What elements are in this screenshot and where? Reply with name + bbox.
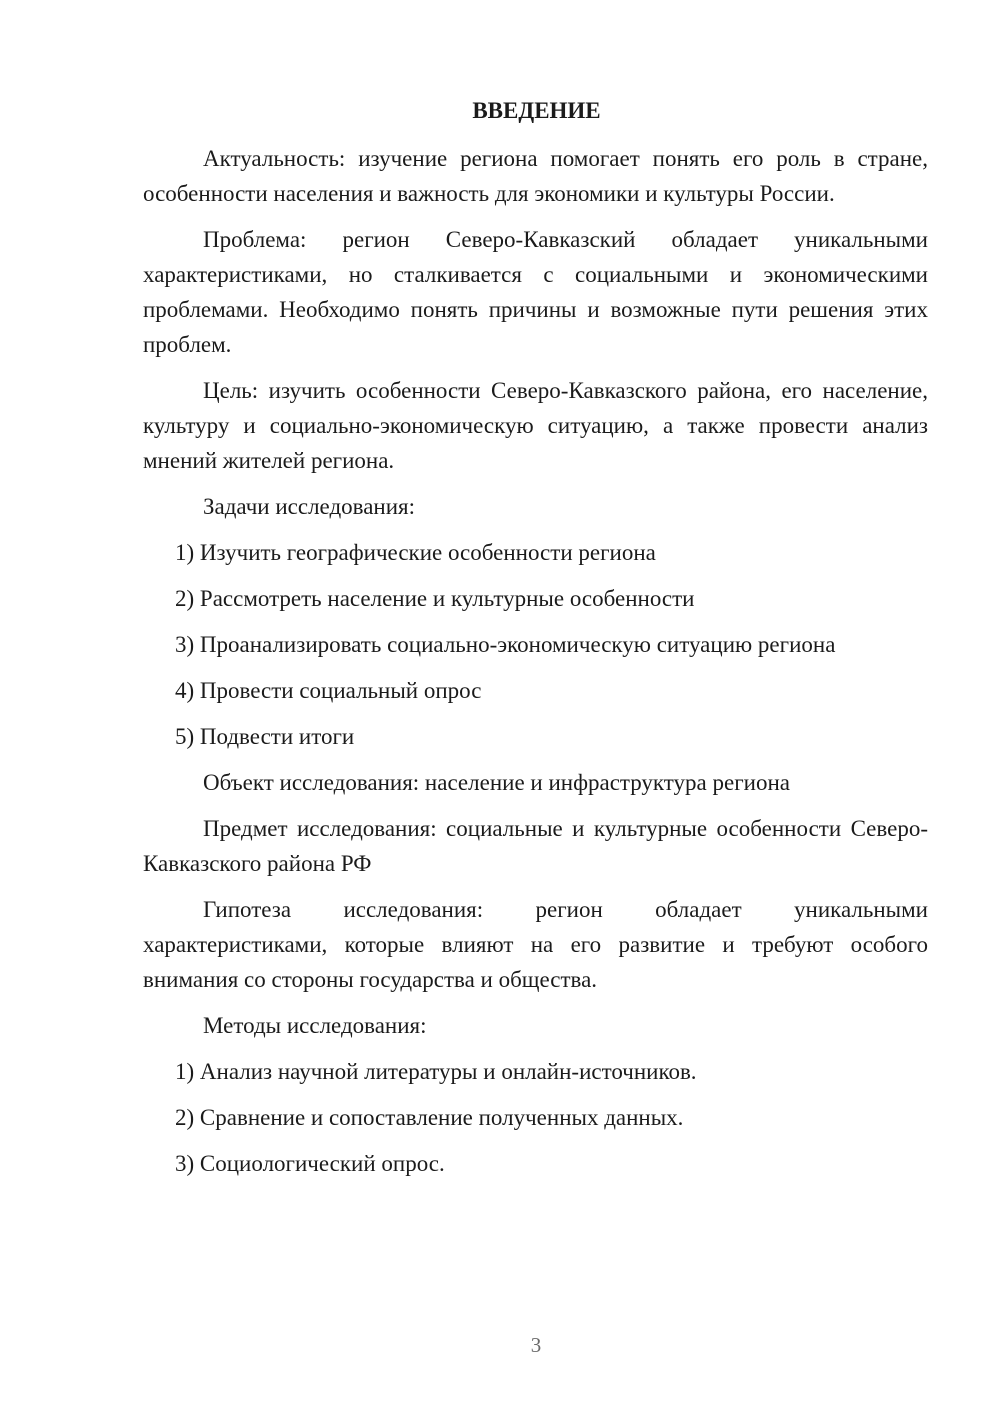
method-item: 3) Социологический опрос. — [175, 1151, 445, 1176]
goal-paragraph: Цель: изучить особенности Северо-Кавказского района, его население, культуру и социально-экономическую ситуацию, а также провести анализ мнений жителей региона. — [143, 378, 928, 473]
subject-paragraph: Предмет исследования: социальные и культурные особенности Северо-Кавказского района РФ — [143, 816, 928, 876]
page-number: 3 — [530, 1333, 542, 1357]
method-item: 2) Сравнение и сопоставление полученных данных. — [175, 1105, 684, 1130]
task-item: 4) Провести социальный опрос — [175, 678, 482, 703]
section-heading: ВВЕДЕНИЕ — [472, 98, 601, 123]
tasks-title: Задачи исследования: — [203, 494, 416, 519]
hypothesis-paragraph: Гипотеза исследования: регион обладает уникальными характеристиками, которые влияют на его развитие и требуют особого внимания со стороны государства и общества. — [143, 897, 928, 992]
method-item: 1) Анализ научной литературы и онлайн-источников. — [175, 1059, 697, 1084]
methods-list — [143, 1054, 928, 1181]
task-item: 3) Проанализировать социально-экономическую ситуацию региона — [175, 632, 836, 657]
problem-paragraph: Проблема: регион Северо-Кавказский обладает уникальными характеристиками, но сталкивается с социальными и экономическими проблемами. Необходимо понять причины и возможные пути решения этих проблем. — [143, 227, 928, 357]
task-item: 5) Подвести итоги — [175, 724, 355, 749]
relevance-paragraph: Актуальность: изучение региона помогает понять его роль в стране, особенности населения и важность для экономики и культуры России. — [143, 146, 928, 206]
methods-title: Методы исследования: — [203, 1013, 427, 1038]
tasks-list — [143, 535, 928, 754]
task-item: 1) Изучить географические особенности региона — [175, 540, 656, 565]
task-item: 2) Рассмотреть население и культурные особенности — [175, 586, 695, 611]
object-paragraph: Объект исследования: население и инфраструктура региона — [203, 770, 790, 795]
page-content — [143, 95, 928, 1192]
